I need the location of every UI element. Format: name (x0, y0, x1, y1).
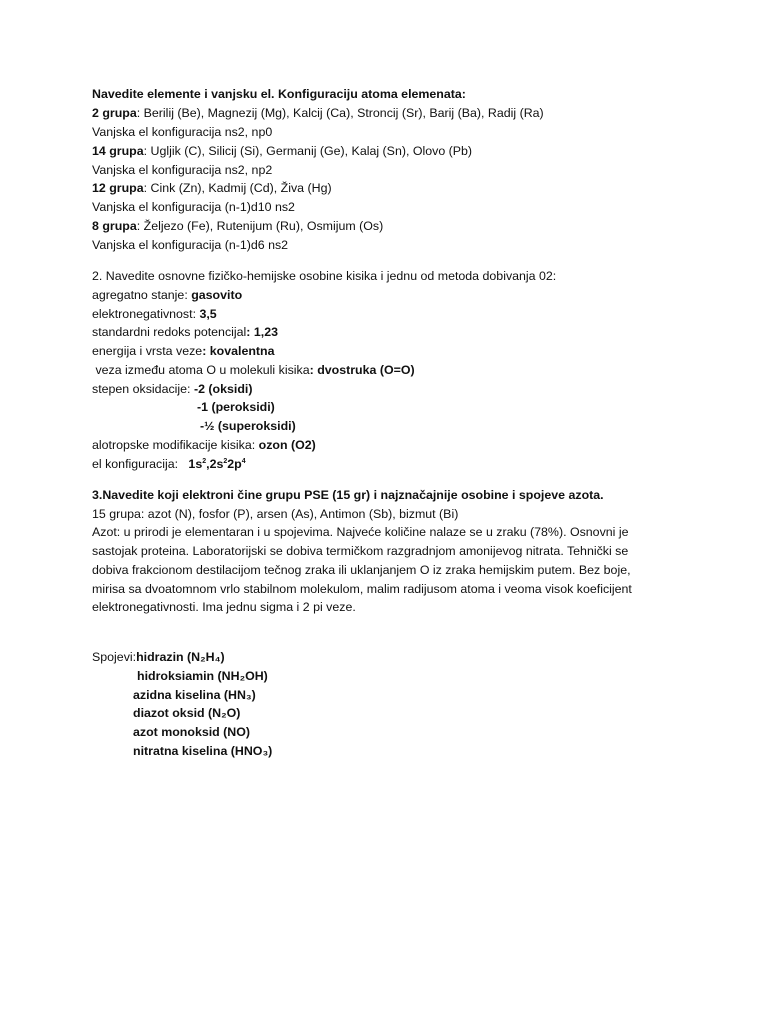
redox-line (92, 323, 278, 341)
nitrogen-paragraph-line: dobiva frakcionom destilacijom tečnog zraka ili uklanjanjem O iz zraka hemijskim putem. Bez boje, (92, 563, 631, 577)
allotrope-value: ozon (O2) (258, 438, 316, 452)
bond-energy-line (92, 342, 275, 360)
group-14-line (92, 142, 472, 160)
group-label: 8 grupa (92, 219, 137, 233)
group-2-line (92, 104, 544, 122)
config-sup-3: 4 (241, 457, 246, 465)
bond-energy-label: energija i vrsta veze (92, 344, 203, 358)
group-12-line (92, 179, 332, 197)
group-label: 2 grupa (92, 106, 137, 120)
config-1s: 1s (188, 457, 203, 471)
group-8-config: Vanjska el konfiguracija (n-1)d6 ns2 (92, 238, 289, 252)
allotrope-label: alotropske modifikacije kisika: (92, 438, 259, 452)
config-label: el konfiguracija: (92, 457, 189, 471)
bond-value: : dvostruka (O=O) (309, 363, 415, 377)
nitrogen-paragraph-line: sastojak proteina. Laboratorijski se dobiva termičkom razgradnjom amonijevog nitrata. Tehnički se (92, 544, 629, 558)
config-value (188, 457, 245, 471)
compound-item: azidna kiselina (HN₃) (133, 688, 256, 702)
oxidation-line (92, 380, 252, 398)
section1-heading: Navedite elemente i vanjsku el. Konfiguraciju atoma elemenata: (92, 87, 466, 101)
redox-value: : 1,23 (246, 325, 278, 339)
state-label: agregatno stanje: (92, 288, 192, 302)
group-2-config: Vanjska el konfiguracija ns2, np0 (92, 125, 273, 139)
section3-heading: 3.Navedite koji elektroni čine grupu PSE (15 gr) i najznačajnije osobine i spojeve azota. (92, 488, 604, 502)
electron-config-line (92, 455, 246, 473)
config-2s: ,2s (206, 457, 224, 471)
compound-item: diazot oksid (N₂O) (133, 706, 241, 720)
nitrogen-paragraph-line: elektronegativnosti. Ima jednu sigma i 2 pi veze. (92, 600, 356, 614)
en-label: elektronegativnost: (92, 307, 200, 321)
group-elements: : Cink (Zn), Kadmij (Cd), Živa (Hg) (143, 181, 332, 195)
group-15-line: 15 grupa: azot (N), fosfor (P), arsen (As), Antimon (Sb), bizmut (Bi) (92, 507, 459, 521)
state-line (92, 286, 242, 304)
group-8-line (92, 217, 383, 235)
group-elements: : Željezo (Fe), Rutenijum (Ru), Osmijum (Os) (136, 219, 384, 233)
ox-value-1: -2 (oksidi) (193, 382, 253, 396)
nitrogen-paragraph-line: mirisa sa dvoatomnom vrlo stabilnom molekulom, malim radijusom atoma i veoma visok koeficijent (92, 582, 632, 596)
electronegativity-line (92, 305, 217, 323)
ox-value-2: -1 (peroksidi) (197, 400, 275, 414)
group-14-config: Vanjska el konfiguracija ns2, np2 (92, 163, 273, 177)
group-label: 12 grupa (92, 181, 144, 195)
group-elements: : Ugljik (C), Silicij (Si), Germanij (Ge), Kalaj (Sn), Olovo (Pb) (143, 144, 473, 158)
compound-item: hidrazin (N₂H₄) (136, 650, 225, 664)
compound-item: hidroksiamin (NH₂OH) (137, 669, 268, 683)
compounds-label: Spojevi: (92, 650, 137, 664)
compound-line-first (92, 648, 225, 666)
bond-line (92, 361, 415, 379)
config-sup-1: 2 (202, 457, 207, 465)
ox-label: stepen oksidacije: (92, 382, 194, 396)
group-12-config: Vanjska el konfiguracija (n-1)d10 ns2 (92, 200, 295, 214)
compound-item: nitratna kiselina (HNO₃) (133, 744, 273, 758)
compound-item: azot monoksid (NO) (133, 725, 251, 739)
state-value: gasovito (191, 288, 243, 302)
ox-value-3: -½ (superoksidi) (200, 419, 296, 433)
group-elements: : Berilij (Be), Magnezij (Mg), Kalcij (Ca), Stroncij (Sr), Barij (Ba), Radij (Ra) (136, 106, 544, 120)
group-label: 14 grupa (92, 144, 144, 158)
bond-energy-value: : kovalentna (202, 344, 275, 358)
bond-label: veza između atoma O u molekuli kisika (92, 363, 310, 377)
allotrope-line (92, 436, 316, 454)
config-sup-2: 2 (223, 457, 228, 465)
en-value: 3,5 (199, 307, 217, 321)
redox-label: standardni redoks potencijal (92, 325, 247, 339)
nitrogen-paragraph-line: Azot: u prirodi je elementaran i u spojevima. Najveće količine nalaze se u zraku (78%). Osnovni je (92, 525, 629, 539)
config-2p: 2p (227, 457, 242, 471)
section2-heading: 2. Navedite osnovne fizičko-hemijske osobine kisika i jednu od metoda dobivanja 02: (92, 269, 557, 283)
